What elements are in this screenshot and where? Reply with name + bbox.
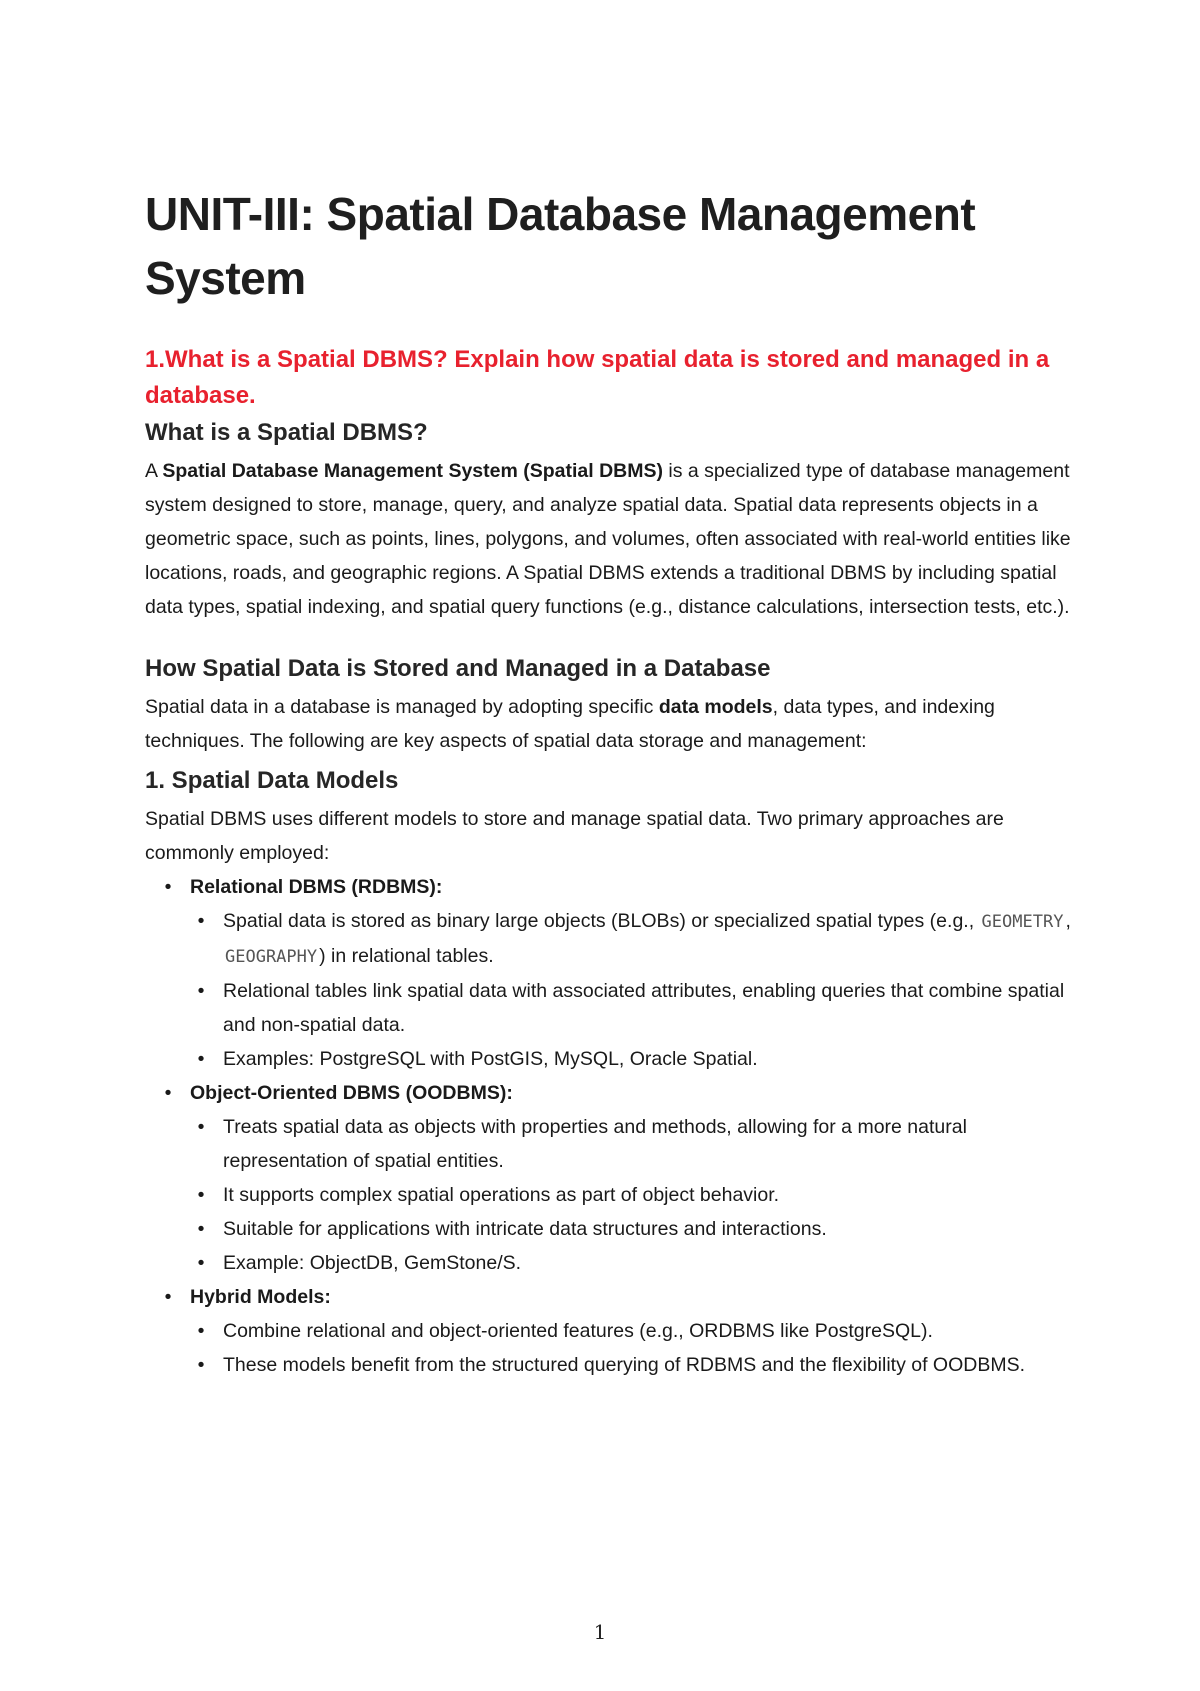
bullet-icon: • (197, 910, 205, 932)
definition-paragraph (145, 454, 1075, 624)
how-paragraph (145, 690, 1075, 758)
bullet-icon: • (164, 1082, 172, 1104)
rdbms-label: Relational DBMS (RDBMS): (190, 876, 443, 898)
rdbms-item3: Examples: PostgreSQL with PostGIS, MySQL, Oracle Spatial. (223, 1048, 758, 1070)
hybrid-item2: These models benefit from the structured querying of RDBMS and the flexibility of OODBMS. (223, 1354, 1026, 1376)
rdbms-item1-pre: Spatial data is stored as binary large objects (BLOBs) or specialized spatial types (e.g., (223, 910, 980, 932)
section-heading-how: How Spatial Data is Stored and Managed in a Database (145, 655, 771, 682)
bullet-icon: • (197, 1252, 205, 1274)
hybrid-item1: Combine relational and object-oriented features (e.g., ORDBMS like PostgreSQL). (223, 1320, 933, 1342)
bullet-icon: • (197, 1320, 205, 1342)
bullet-icon: • (164, 1286, 172, 1308)
hybrid-label: Hybrid Models: (190, 1286, 331, 1308)
bullet-icon: • (197, 1184, 205, 1206)
rdbms-item2: Relational tables link spatial data with associated attributes, enabling queries that combine spatial and non-spatial data. (223, 980, 1065, 1036)
how-text-pre: Spatial data in a database is managed by adopting specific (145, 696, 659, 718)
definition-text-post: is a specialized type of database management system designed to store, manage, query, and analyze spatial data. Spatial data represents objects in a geometric space, such as points, lines, polygons, and volumes, often associated with real-world entities like locations, roads, and geographic regions. A Spatial DBMS extends a traditional DBMS by including spatial data types, spatial indexing, and spatial query functions (e.g., distance calculations, intersection tests, etc.). (145, 460, 1071, 618)
code-separator: , (1065, 910, 1071, 932)
rdbms-item1-post: ) in relational tables. (319, 945, 494, 967)
list-item (190, 1212, 1075, 1246)
document-title: UNIT-III: Spatial Database Management System (145, 188, 976, 304)
bullet-icon: • (197, 1218, 205, 1240)
hybrid-sublist (190, 1314, 1075, 1382)
models-list (145, 870, 1075, 1382)
models-intro-paragraph: Spatial DBMS uses different models to store and manage spatial data. Two primary approaches are commonly employed: (145, 808, 1004, 864)
oodbms-item4: Example: ObjectDB, GemStone/S. (223, 1252, 522, 1274)
list-item (190, 1246, 1075, 1280)
list-item (190, 1042, 1075, 1076)
code-geography: GEOGRAPHY (225, 947, 318, 967)
bullet-icon: • (197, 1116, 205, 1138)
definition-term: Spatial Database Management System (Spatial DBMS) (162, 460, 663, 482)
how-term: data models (658, 696, 773, 718)
document-page (145, 182, 1075, 1382)
definition-text-pre: A (145, 460, 163, 482)
question-heading: 1.What is a Spatial DBMS? Explain how spatial data is stored and managed in a database. (145, 346, 1050, 409)
bullet-icon: • (164, 876, 172, 898)
list-item (190, 904, 1075, 974)
code-geometry: GEOMETRY (981, 912, 1064, 932)
section-heading-what: What is a Spatial DBMS? (145, 419, 428, 446)
page-number: 1 (593, 1620, 607, 1644)
section-heading-models: 1. Spatial Data Models (145, 767, 399, 794)
list-item (190, 1348, 1075, 1382)
oodbms-item2: It supports complex spatial operations as part of object behavior. (223, 1184, 780, 1206)
bullet-icon: • (197, 980, 205, 1002)
bullet-icon: • (197, 1048, 205, 1070)
list-item-hybrid (159, 1280, 1075, 1382)
how-text-post: , data types, and indexing techniques. The following are key aspects of spatial data storage and management: (145, 696, 995, 752)
oodbms-item1: Treats spatial data as objects with properties and methods, allowing for a more natural representation of spatial entities. (223, 1116, 967, 1172)
list-item (190, 1110, 1075, 1178)
oodbms-item3: Suitable for applications with intricate data structures and interactions. (223, 1218, 827, 1240)
oodbms-label: Object-Oriented DBMS (OODBMS): (190, 1082, 513, 1104)
rdbms-sublist (190, 904, 1075, 1076)
bullet-icon: • (197, 1354, 205, 1376)
oodbms-sublist (190, 1110, 1075, 1280)
list-item-rdbms (159, 870, 1075, 1076)
list-item-oodbms (159, 1076, 1075, 1280)
list-item (190, 1314, 1075, 1348)
list-item (190, 1178, 1075, 1212)
list-item (190, 974, 1075, 1042)
